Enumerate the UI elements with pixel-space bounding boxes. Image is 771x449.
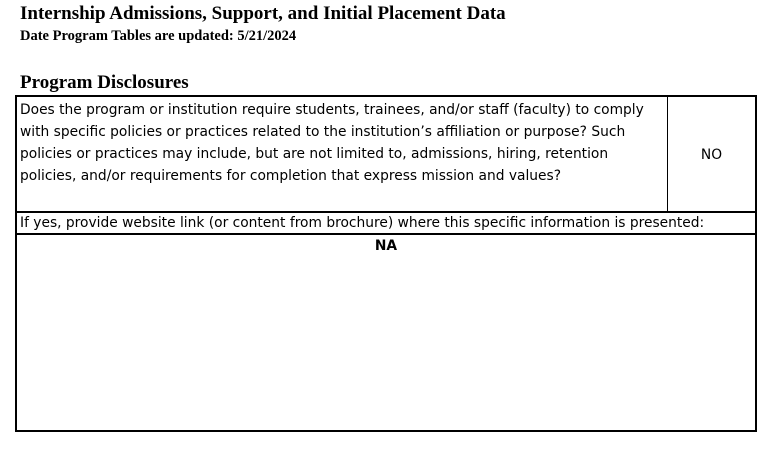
- page-title: Internship Admissions, Support, and Initial Placement Data: [20, 3, 506, 24]
- website-link-prompt: If yes, provide website link (or content from brochure) where this specific information is presented:: [20, 215, 705, 231]
- date-updated-line: Date Program Tables are updated: 5/21/2024: [20, 28, 297, 44]
- row-divider: [17, 233, 755, 235]
- website-link-answer: NA: [374, 238, 398, 254]
- disclosure-question: Does the program or institution require students, trainees, and/or staff (faculty) to comply with specific policies or practices related to the institution’s affiliation or purpose? Such policies or practices may include, but are not limited to, admissions, hiring, retention policies, and/or requirements for completion that express mission and values?: [17, 97, 668, 212]
- disclosure-answer-cell: [668, 97, 755, 212]
- disclosure-answer: NO: [700, 146, 723, 163]
- section-heading: Program Disclosures: [20, 72, 189, 93]
- program-disclosures-table: [15, 95, 757, 432]
